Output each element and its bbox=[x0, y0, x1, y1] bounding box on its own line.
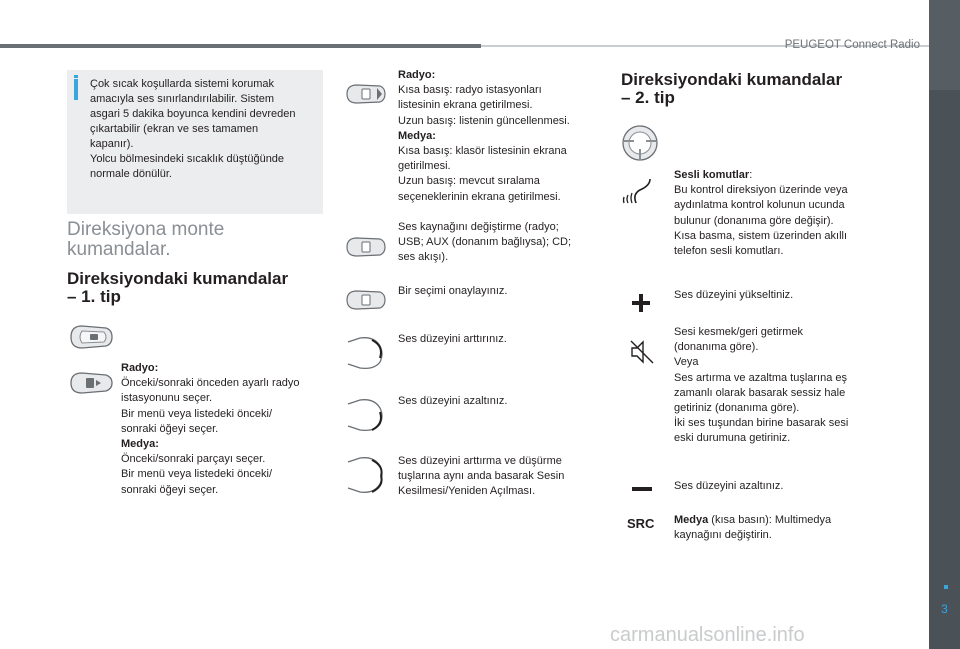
top-rule bbox=[0, 44, 481, 48]
volume-down-text-2: Ses düzeyini azaltınız. bbox=[674, 480, 784, 492]
volume-up-text-2: Ses düzeyini yükseltiniz. bbox=[674, 289, 794, 301]
volume-up-text: Ses düzeyini arttırınız. bbox=[398, 333, 507, 345]
mute-icon bbox=[628, 338, 656, 366]
note-line: çıkartabilir (ekran ve ses tamamen bbox=[90, 123, 259, 135]
plus-icon bbox=[630, 292, 652, 314]
info-icon bbox=[74, 79, 78, 100]
stalk-source-icon bbox=[344, 235, 388, 259]
confirm-text: Bir seçimi onaylayınız. bbox=[398, 285, 508, 297]
volume-up-stalk-icon bbox=[344, 332, 386, 374]
stalk-seek-icon bbox=[68, 370, 114, 396]
middle-radio-media-text: Radyo: Kısa basış: radyo istasyonları listesinin ekrana getirilmesi. Uzun basış: listenin güncellenmesi. Medya: Kısa basış: klasör listesinin ekrana getirilmesi. Uzun basış: mevcut sıralama seçeneklerinin ekrana getirilmesi. bbox=[398, 69, 570, 203]
mute-text: Ses düzeyini arttırma ve düşürme tuşlarına aynı anda basarak Sesin Kesilmesi/Yeniden Açılması. bbox=[398, 455, 565, 498]
note-line: asgari 5 dakika boyunca kendini devreden bbox=[90, 108, 296, 120]
minus-icon bbox=[630, 484, 654, 494]
page-number: 3 bbox=[941, 602, 948, 616]
brand-header: PEUGEOT Connect Radio bbox=[784, 39, 920, 51]
stalk-list-icon bbox=[344, 82, 388, 106]
section-title: Direksiyona monte kumandalar. bbox=[67, 219, 225, 260]
info-icon-dot bbox=[74, 75, 78, 78]
volume-down-stalk-icon bbox=[344, 394, 386, 436]
voice-command-icon bbox=[622, 175, 658, 207]
src-icon: SRC bbox=[627, 516, 655, 531]
info-note-text bbox=[90, 77, 318, 182]
type1-radio-media-text: Radyo: Önceki/sonraki önceden ayarlı radyo istasyonunu seçer. Bir menü veya listedeki önceki/ sonraki öğeyi seçer. Medya: Önceki/sonraki parçayı seçer. Bir menü veya listedeki önceki/ sonraki öğeyi seçer. bbox=[121, 362, 300, 496]
heading-type-2: Direksiyondaki kumandalar – 2. tip bbox=[621, 70, 843, 107]
mute-stalk-icon bbox=[344, 452, 386, 498]
voice-command-text: Sesli komutlar: Bu kontrol direksiyon üzerinde veya aydınlatma kontrol kolunun ucunda bulunur (donanıma göre değişir). Kısa basma, sistem üzerinden akıllı telefon sesli komutları. bbox=[674, 169, 848, 258]
stalk-confirm-icon bbox=[344, 288, 388, 312]
side-tab bbox=[929, 0, 960, 649]
watermark: carmanualsonline.info bbox=[610, 624, 805, 646]
note-line: Çok sıcak koşullarda sistemi korumak bbox=[90, 78, 275, 90]
note-line: kapanır). bbox=[90, 138, 134, 150]
heading-type-1: Direksiyondaki kumandalar – 1. tip bbox=[67, 269, 289, 306]
page-dot-icon bbox=[944, 585, 948, 589]
volume-down-text: Ses düzeyini azaltınız. bbox=[398, 395, 508, 407]
source-text: Ses kaynağını değiştirme (radyo; USB; AUX (donanım bağlıysa); CD; ses akışı). bbox=[398, 221, 572, 264]
stalk-control-icon bbox=[68, 322, 114, 352]
media-source-text: Medya (kısa basın): Multimedya kaynağını değiştirin. bbox=[674, 514, 832, 542]
note-line: Yolcu bölmesindeki sıcaklık düştüğünde bbox=[90, 153, 285, 165]
note-line: amacıyla ses sınırlandırılabilir. Sistem bbox=[90, 93, 275, 105]
steering-wheel-icon bbox=[620, 124, 660, 162]
note-line: normale dönülür. bbox=[90, 168, 172, 180]
mute-text-2: Sesi kesmek/geri getirmek (donanıma göre). Veya Ses artırma ve azaltma tuşlarına eş zamanlı olarak basarak sessiz hale getiriniz (donanıma göre). İki ses tuşundan birine basarak sesi eski durumuna getiriniz. bbox=[674, 326, 849, 445]
side-tab-top bbox=[929, 0, 960, 90]
